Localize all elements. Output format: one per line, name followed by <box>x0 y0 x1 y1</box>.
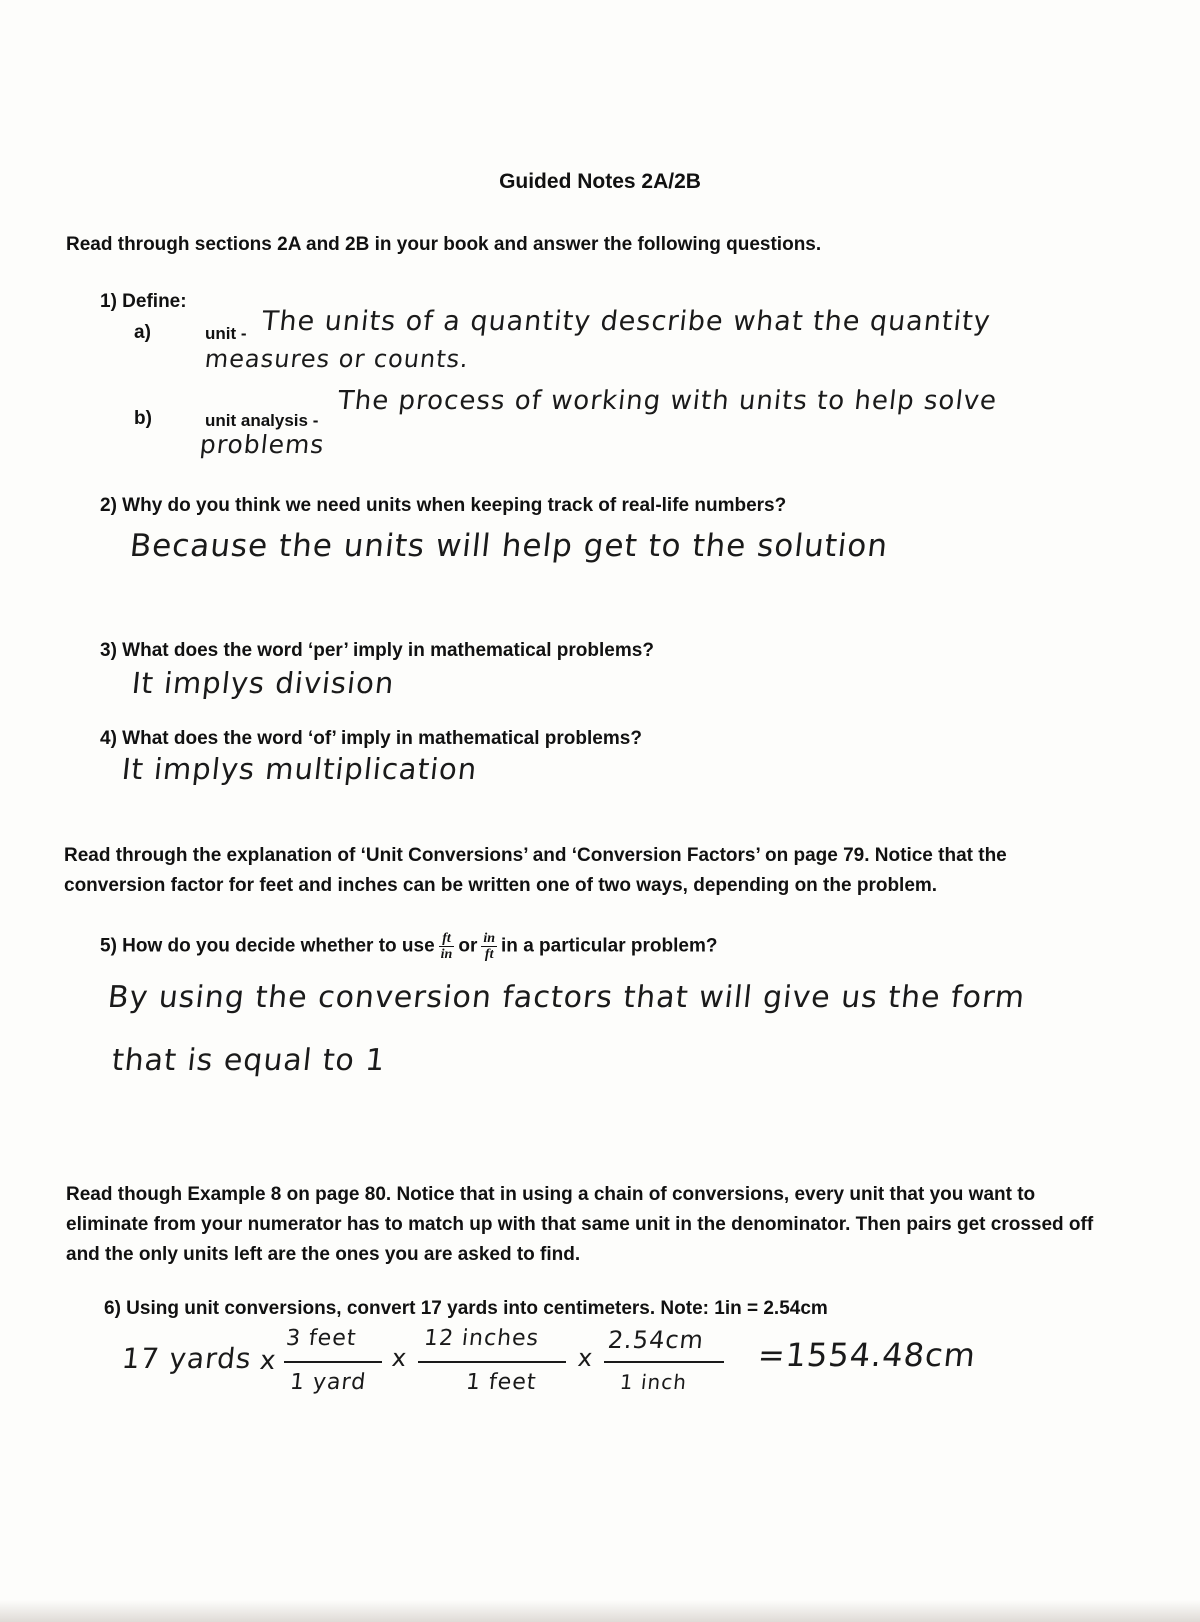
question-2-label: 2) Why do you think we need units when keeping track of real-life numbers? <box>100 495 787 516</box>
handwritten-answer-5-line2: that is equal to 1 <box>110 1043 388 1078</box>
handwritten-factor-1-denominator: 1 yard <box>288 1370 368 1395</box>
fraction-bar-1 <box>284 1361 382 1363</box>
conversion-factors-instructions: Read through the explanation of ‘Unit Conversions’ and ‘Conversion Factors’ on page 79. Notice that the conversion factor for feet and inches can be written one of two ways, depending on the problem. <box>64 845 1007 896</box>
fraction-2-denominator: ft <box>484 947 494 962</box>
intro-instructions: Read through sections 2A and 2B in your book and answer the following questions. <box>66 234 822 255</box>
handwritten-answer-3: It implys division <box>130 666 397 700</box>
handwritten-answer-4: It implys multiplication <box>120 752 480 786</box>
question-4-label: 4) What does the word ‘of’ imply in mathematical problems? <box>100 728 642 749</box>
question-1b-term: unit analysis - <box>205 411 319 430</box>
handwritten-answer-1a-line1: The units of a quantity describe what the quantity <box>260 306 993 337</box>
handwritten-times-2: x <box>390 1344 409 1372</box>
scan-edge-shadow <box>0 1600 1200 1622</box>
question-1-label: 1) Define: <box>100 291 187 312</box>
fraction-bar-2 <box>418 1361 566 1363</box>
question-5-suffix: in a particular problem? <box>501 935 718 957</box>
handwritten-factor-3-numerator: 2.54cm <box>606 1326 706 1354</box>
handwritten-work-start: 17 yards <box>120 1342 254 1375</box>
handwritten-factor-2-denominator: 1 feet <box>464 1370 538 1395</box>
fraction-1-denominator: in <box>440 947 453 962</box>
handwritten-result: =1554.48cm <box>756 1336 978 1374</box>
handwritten-factor-2-numerator: 12 inches <box>422 1326 541 1351</box>
question-5-label <box>100 931 717 962</box>
fraction-1-numerator: ft <box>439 931 455 947</box>
handwritten-answer-2: Because the units will help get to the solution <box>128 528 890 564</box>
handwritten-factor-1-numerator: 3 feet <box>284 1326 358 1351</box>
question-5-or: or <box>458 935 478 957</box>
chain-conversions-instructions: Read though Example 8 on page 80. Notice that in using a chain of conversions, every unit that you want to eliminate from your numerator has to match up with that same unit in the denominator. Then pairs get crossed off and the only units left are the ones you are asked to find. <box>66 1184 1094 1265</box>
fraction-in-over-ft <box>481 931 497 962</box>
handwritten-factor-3-denominator: 1 inch <box>618 1370 689 1394</box>
question-5-prefix: 5) How do you decide whether to use <box>100 935 435 957</box>
handwritten-answer-5-line1: By using the conversion factors that will give us the form <box>106 980 1027 1015</box>
handwritten-answer-1a-line2: measures or counts. <box>203 345 471 373</box>
handwritten-times-1: x <box>258 1346 278 1376</box>
handwritten-answer-1b-line2: problems <box>198 430 326 459</box>
question-3-label: 3) What does the word ‘per’ imply in mathematical problems? <box>100 640 654 661</box>
question-1a-letter: a) <box>134 322 151 343</box>
fraction-bar-3 <box>604 1361 724 1363</box>
fraction-2-numerator: in <box>483 931 496 946</box>
handwritten-answer-1b-line1: The process of working with units to help solve <box>336 386 999 416</box>
question-6-label: 6) Using unit conversions, convert 17 yards into centimeters. Note: 1in = 2.54cm <box>104 1298 828 1319</box>
question-1b-letter: b) <box>134 408 152 429</box>
fraction-ft-over-in <box>439 931 455 962</box>
handwritten-times-3: x <box>576 1344 595 1372</box>
question-1a-term: unit - <box>205 324 247 343</box>
page-title: Guided Notes 2A/2B <box>499 170 701 193</box>
